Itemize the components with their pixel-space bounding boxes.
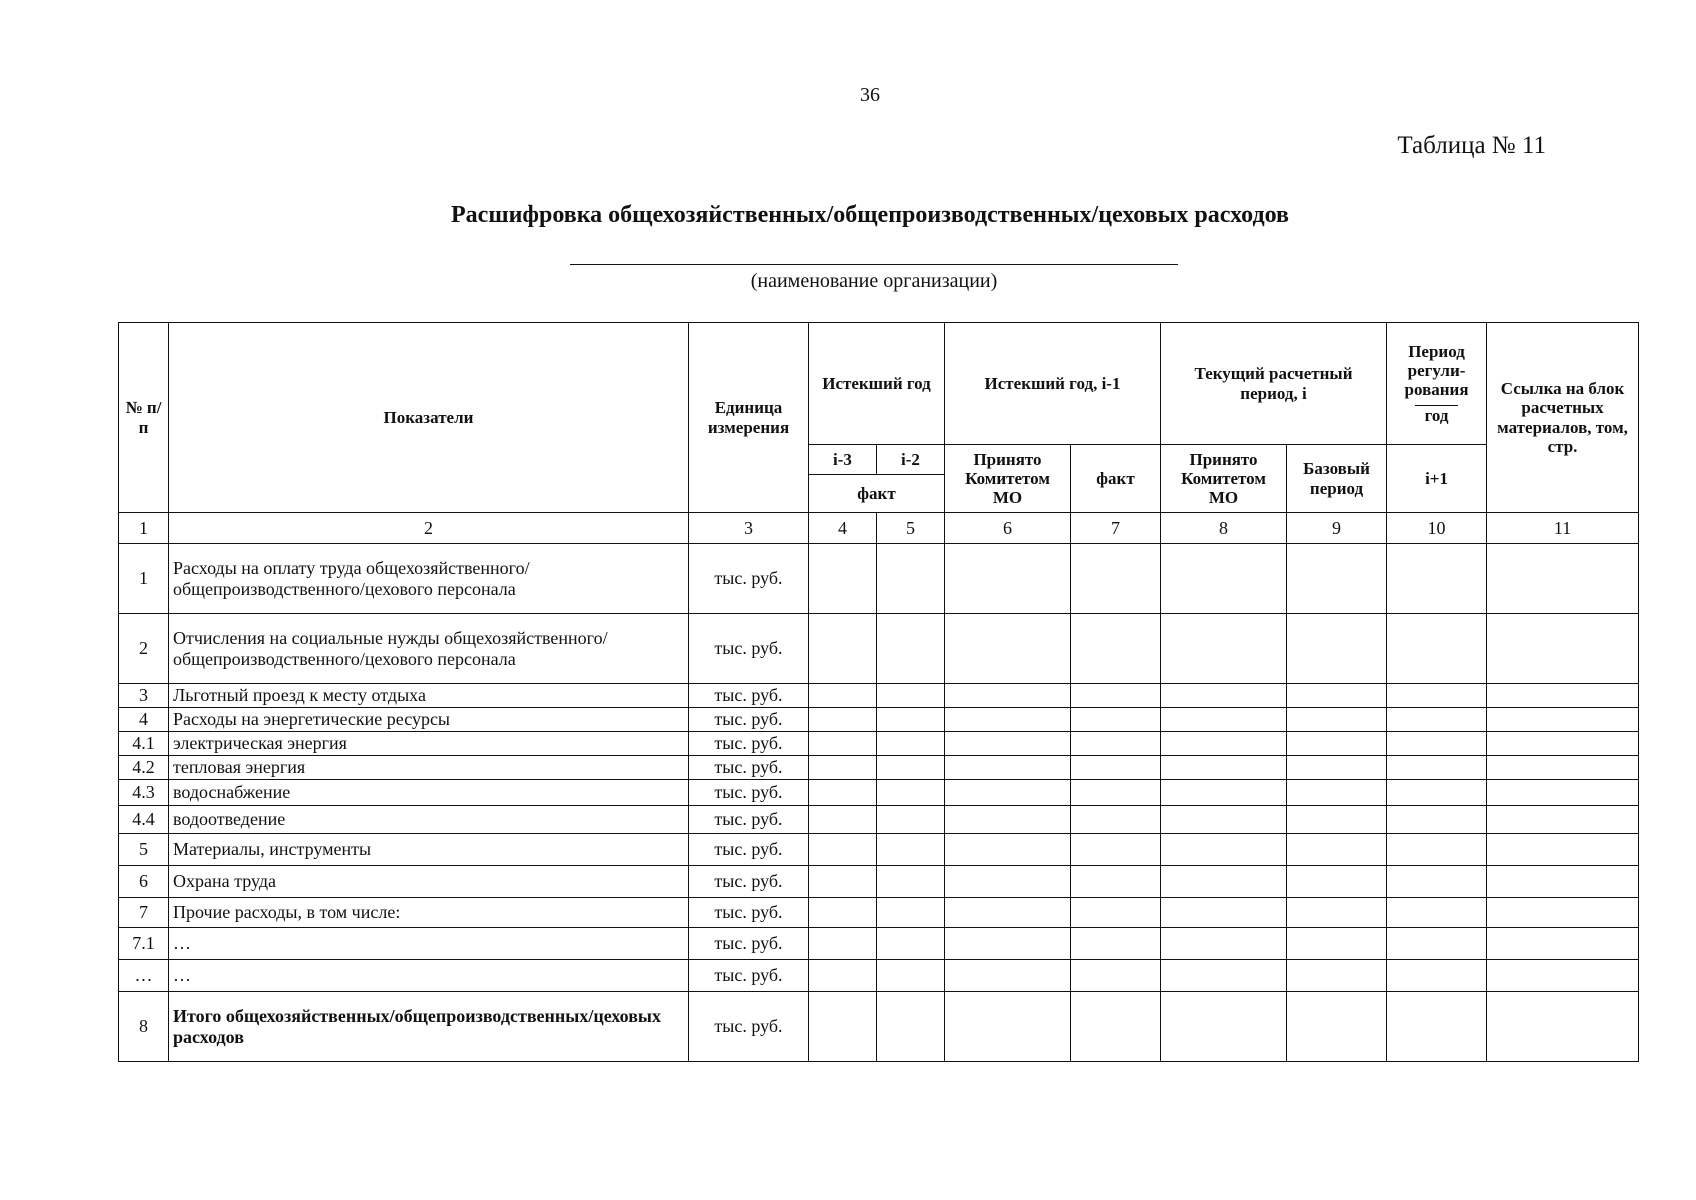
- row-indicator: Материалы, инструменты: [169, 834, 689, 866]
- value-cell[interactable]: [1071, 780, 1161, 806]
- col-number: 6: [945, 513, 1071, 544]
- value-cell[interactable]: [809, 928, 877, 960]
- value-cell[interactable]: [1387, 960, 1487, 992]
- value-cell[interactable]: [945, 806, 1071, 834]
- value-cell[interactable]: [1387, 928, 1487, 960]
- table-row: [119, 780, 1639, 806]
- row-unit: тыс. руб.: [689, 614, 809, 684]
- value-cell[interactable]: [877, 684, 945, 708]
- col-number: 1: [119, 513, 169, 544]
- value-cell[interactable]: [877, 992, 945, 1062]
- row-indicator: Расходы на энергетические ресурсы: [169, 708, 689, 732]
- value-cell[interactable]: [809, 780, 877, 806]
- value-cell[interactable]: [1161, 834, 1287, 866]
- value-cell[interactable]: [1387, 780, 1487, 806]
- value-cell[interactable]: [877, 708, 945, 732]
- value-cell[interactable]: [1161, 898, 1287, 928]
- value-cell[interactable]: [809, 806, 877, 834]
- row-unit: тыс. руб.: [689, 866, 809, 898]
- table-row: [119, 708, 1639, 732]
- value-cell[interactable]: [1161, 806, 1287, 834]
- value-cell[interactable]: [1487, 898, 1639, 928]
- row-number: 4.1: [119, 732, 169, 756]
- row-number: 4.4: [119, 806, 169, 834]
- value-cell[interactable]: [809, 732, 877, 756]
- value-cell[interactable]: [1071, 684, 1161, 708]
- table-label: Таблица № 11: [1397, 132, 1546, 159]
- value-cell[interactable]: [1287, 928, 1387, 960]
- value-cell[interactable]: [1387, 834, 1487, 866]
- value-cell[interactable]: [1071, 614, 1161, 684]
- header-i-plus-1: i+1: [1387, 445, 1487, 513]
- value-cell[interactable]: [1161, 780, 1287, 806]
- value-cell[interactable]: [809, 898, 877, 928]
- table-row: [119, 866, 1639, 898]
- row-unit: тыс. руб.: [689, 806, 809, 834]
- value-cell[interactable]: [877, 928, 945, 960]
- value-cell[interactable]: [1071, 960, 1161, 992]
- value-cell[interactable]: [1287, 544, 1387, 614]
- value-cell[interactable]: [809, 756, 877, 780]
- row-indicator: Отчисления на социальные нужды общехозяйственного/общепроизводственного/цехового персонала: [169, 614, 689, 684]
- document-title: Расшифровка общехозяйственных/общепроизводственных/цеховых расходов: [451, 202, 1289, 228]
- value-cell[interactable]: [1487, 866, 1639, 898]
- header-i3: i-3: [809, 445, 877, 475]
- row-indicator: …: [169, 928, 689, 960]
- row-number: 4.2: [119, 756, 169, 780]
- row-indicator: Охрана труда: [169, 866, 689, 898]
- value-cell[interactable]: [1071, 544, 1161, 614]
- value-cell[interactable]: [1487, 806, 1639, 834]
- value-cell[interactable]: [1387, 866, 1487, 898]
- value-cell[interactable]: [1387, 898, 1487, 928]
- header-regulation-year: год: [1415, 405, 1459, 425]
- row-unit: тыс. руб.: [689, 708, 809, 732]
- value-cell[interactable]: [945, 544, 1071, 614]
- row-unit: тыс. руб.: [689, 898, 809, 928]
- row-indicator: электрическая энергия: [169, 732, 689, 756]
- col-number: 4: [809, 513, 877, 544]
- value-cell[interactable]: [1071, 806, 1161, 834]
- value-cell[interactable]: [809, 684, 877, 708]
- value-cell[interactable]: [1071, 834, 1161, 866]
- value-cell[interactable]: [1387, 756, 1487, 780]
- table-row: [119, 992, 1639, 1062]
- value-cell[interactable]: [945, 684, 1071, 708]
- table-row: [119, 960, 1639, 992]
- value-cell[interactable]: [1487, 928, 1639, 960]
- table-row: [119, 732, 1639, 756]
- row-number: 2: [119, 614, 169, 684]
- value-cell[interactable]: [1287, 780, 1387, 806]
- column-number-row: [119, 513, 1639, 544]
- table-row: [119, 834, 1639, 866]
- value-cell[interactable]: [1487, 834, 1639, 866]
- value-cell[interactable]: [1487, 756, 1639, 780]
- value-cell[interactable]: [945, 834, 1071, 866]
- value-cell[interactable]: [945, 614, 1071, 684]
- header-past-year-i1: Истекший год, i-1: [945, 323, 1161, 445]
- row-indicator: Льготный проезд к месту отдыха: [169, 684, 689, 708]
- page-number: 36: [860, 84, 880, 106]
- value-cell[interactable]: [1071, 992, 1161, 1062]
- value-cell[interactable]: [1161, 708, 1287, 732]
- row-unit: тыс. руб.: [689, 960, 809, 992]
- value-cell[interactable]: [877, 780, 945, 806]
- value-cell[interactable]: [945, 928, 1071, 960]
- value-cell[interactable]: [945, 732, 1071, 756]
- row-unit: тыс. руб.: [689, 928, 809, 960]
- value-cell[interactable]: [945, 898, 1071, 928]
- value-cell[interactable]: [1387, 732, 1487, 756]
- value-cell[interactable]: [1387, 992, 1487, 1062]
- header-fact-i1: факт: [1071, 445, 1161, 513]
- header-current-period: Текущий расчетный период, i: [1161, 323, 1387, 445]
- value-cell[interactable]: [1071, 898, 1161, 928]
- row-number: 7.1: [119, 928, 169, 960]
- value-cell[interactable]: [1071, 756, 1161, 780]
- organization-caption: (наименование организации): [750, 270, 998, 292]
- value-cell[interactable]: [1487, 614, 1639, 684]
- col-number: 8: [1161, 513, 1287, 544]
- value-cell[interactable]: [945, 992, 1071, 1062]
- header-unit: Единица измерения: [689, 323, 809, 513]
- value-cell[interactable]: [809, 708, 877, 732]
- value-cell[interactable]: [1487, 960, 1639, 992]
- value-cell[interactable]: [1287, 756, 1387, 780]
- value-cell[interactable]: [1161, 928, 1287, 960]
- value-cell[interactable]: [1287, 834, 1387, 866]
- value-cell[interactable]: [1161, 866, 1287, 898]
- row-indicator: …: [169, 960, 689, 992]
- value-cell[interactable]: [809, 834, 877, 866]
- value-cell[interactable]: [1387, 544, 1487, 614]
- value-cell[interactable]: [1161, 992, 1287, 1062]
- value-cell[interactable]: [1387, 806, 1487, 834]
- value-cell[interactable]: [945, 960, 1071, 992]
- value-cell[interactable]: [877, 898, 945, 928]
- value-cell[interactable]: [877, 960, 945, 992]
- header-link: Ссылка на блок расчетных материалов, том, стр.: [1487, 323, 1639, 513]
- value-cell[interactable]: [1161, 960, 1287, 992]
- table-row: [119, 806, 1639, 834]
- row-number: …: [119, 960, 169, 992]
- expenses-table: [118, 322, 1639, 1062]
- row-indicator: водоотведение: [169, 806, 689, 834]
- table-row: [119, 684, 1639, 708]
- row-unit: тыс. руб.: [689, 756, 809, 780]
- value-cell[interactable]: [1161, 756, 1287, 780]
- value-cell[interactable]: [1287, 614, 1387, 684]
- value-cell[interactable]: [1287, 960, 1387, 992]
- header-regulation-period: [1387, 323, 1487, 445]
- row-unit: тыс. руб.: [689, 780, 809, 806]
- row-number: 3: [119, 684, 169, 708]
- value-cell[interactable]: [945, 708, 1071, 732]
- row-indicator: Итого общехозяйственных/общепроизводственных/цеховых расходов: [169, 992, 689, 1062]
- value-cell[interactable]: [1287, 898, 1387, 928]
- row-number: 7: [119, 898, 169, 928]
- col-number: 3: [689, 513, 809, 544]
- row-number: 6: [119, 866, 169, 898]
- value-cell[interactable]: [1287, 992, 1387, 1062]
- value-cell[interactable]: [1071, 928, 1161, 960]
- value-cell[interactable]: [1487, 544, 1639, 614]
- col-number: 10: [1387, 513, 1487, 544]
- value-cell[interactable]: [1287, 866, 1387, 898]
- value-cell[interactable]: [1287, 732, 1387, 756]
- row-number: 1: [119, 544, 169, 614]
- header-base-period: Базовый период: [1287, 445, 1387, 513]
- value-cell[interactable]: [809, 992, 877, 1062]
- col-number: 9: [1287, 513, 1387, 544]
- row-unit: тыс. руб.: [689, 834, 809, 866]
- row-indicator: тепловая энергия: [169, 756, 689, 780]
- row-number: 4.3: [119, 780, 169, 806]
- value-cell[interactable]: [1071, 732, 1161, 756]
- value-cell[interactable]: [1487, 992, 1639, 1062]
- col-number: 11: [1487, 513, 1639, 544]
- table-row: [119, 898, 1639, 928]
- header-num: № п/п: [119, 323, 169, 513]
- value-cell[interactable]: [1487, 732, 1639, 756]
- value-cell[interactable]: [945, 780, 1071, 806]
- value-cell[interactable]: [1487, 780, 1639, 806]
- table-row: [119, 928, 1639, 960]
- value-cell[interactable]: [809, 614, 877, 684]
- value-cell[interactable]: [1161, 544, 1287, 614]
- row-unit: тыс. руб.: [689, 684, 809, 708]
- row-number: 8: [119, 992, 169, 1062]
- value-cell[interactable]: [877, 544, 945, 614]
- table-row: [119, 544, 1639, 614]
- row-unit: тыс. руб.: [689, 992, 809, 1062]
- value-cell[interactable]: [1071, 866, 1161, 898]
- value-cell[interactable]: [1387, 684, 1487, 708]
- value-cell[interactable]: [809, 544, 877, 614]
- header-accepted-2: Принято Комитетом МО: [1161, 445, 1287, 513]
- value-cell[interactable]: [809, 866, 877, 898]
- header-accepted-1: Принято Комитетом МО: [945, 445, 1071, 513]
- value-cell[interactable]: [1387, 708, 1487, 732]
- value-cell[interactable]: [877, 756, 945, 780]
- header-indicators: Показатели: [169, 323, 689, 513]
- value-cell[interactable]: [1161, 732, 1287, 756]
- value-cell[interactable]: [809, 960, 877, 992]
- row-unit: тыс. руб.: [689, 544, 809, 614]
- value-cell[interactable]: [1487, 708, 1639, 732]
- value-cell[interactable]: [877, 614, 945, 684]
- value-cell[interactable]: [1161, 614, 1287, 684]
- col-number: 2: [169, 513, 689, 544]
- value-cell[interactable]: [1161, 684, 1287, 708]
- value-cell[interactable]: [877, 732, 945, 756]
- value-cell[interactable]: [1287, 684, 1387, 708]
- row-indicator: Прочие расходы, в том числе:: [169, 898, 689, 928]
- col-number: 5: [877, 513, 945, 544]
- value-cell[interactable]: [1071, 708, 1161, 732]
- row-number: 5: [119, 834, 169, 866]
- value-cell[interactable]: [1287, 806, 1387, 834]
- row-indicator: Расходы на оплату труда общехозяйственного/общепроизводственного/цехового персонала: [169, 544, 689, 614]
- col-number: 7: [1071, 513, 1161, 544]
- value-cell[interactable]: [877, 834, 945, 866]
- value-cell[interactable]: [945, 866, 1071, 898]
- table-row: [119, 756, 1639, 780]
- value-cell[interactable]: [1387, 614, 1487, 684]
- row-unit: тыс. руб.: [689, 732, 809, 756]
- organization-name-line: [570, 264, 1178, 265]
- header-fact: факт: [809, 475, 945, 513]
- value-cell[interactable]: [877, 866, 945, 898]
- value-cell[interactable]: [1287, 708, 1387, 732]
- row-indicator: водоснабжение: [169, 780, 689, 806]
- row-number: 4: [119, 708, 169, 732]
- value-cell[interactable]: [1487, 684, 1639, 708]
- value-cell[interactable]: [877, 806, 945, 834]
- value-cell[interactable]: [945, 756, 1071, 780]
- header-i2: i-2: [877, 445, 945, 475]
- header-regulation-label: Период регули-рования: [1404, 341, 1469, 399]
- header-past-year: Истекший год: [809, 323, 945, 445]
- table-row: [119, 614, 1639, 684]
